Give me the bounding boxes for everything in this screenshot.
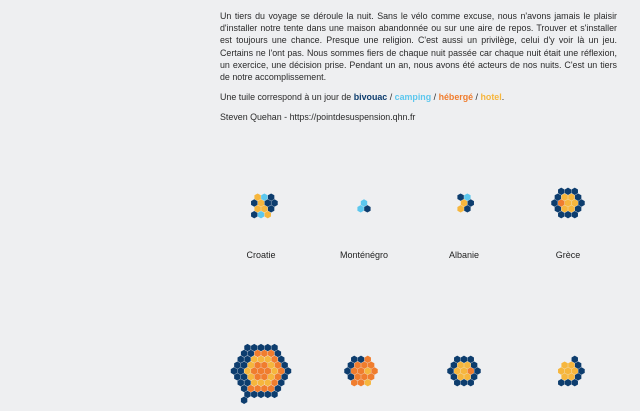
tile-heberge <box>368 373 374 380</box>
tile-bivouac <box>474 367 480 374</box>
tile-bivouac <box>351 356 357 363</box>
tile-bivouac <box>238 379 244 386</box>
tile-heberge <box>354 361 360 368</box>
tile-hotel <box>268 361 274 368</box>
tile-bivouac <box>275 385 281 392</box>
tile-heberge <box>268 385 274 392</box>
tile-hotel <box>572 367 578 374</box>
tile-hotel <box>572 199 578 206</box>
tile-hotel <box>457 361 463 368</box>
country-label: Croatie <box>246 250 276 260</box>
tile-bivouac <box>265 344 271 351</box>
tile-bivouac <box>241 361 247 368</box>
credit-line[interactable]: Steven Quehan - https://pointdesuspension.qhn.fr <box>220 112 416 123</box>
legend-separator: / <box>473 92 481 103</box>
tile-bivouac <box>461 356 467 363</box>
tile-bivouac <box>248 350 254 357</box>
tile-heberge <box>248 385 254 392</box>
tile-heberge <box>261 361 267 368</box>
tile-bivouac <box>244 379 250 386</box>
tile-hotel <box>454 367 460 374</box>
tile-bivouac <box>241 385 247 392</box>
tile-bivouac <box>278 379 284 386</box>
tile-bivouac <box>551 199 557 206</box>
tile-heberge <box>351 367 357 374</box>
tile-bivouac <box>558 211 564 218</box>
tile-hotel <box>265 356 271 363</box>
tile-bivouac <box>572 356 578 363</box>
tile-bivouac <box>258 344 264 351</box>
tile-bivouac <box>578 367 584 374</box>
tile-hotel <box>464 373 470 380</box>
tile-bivouac <box>231 367 237 374</box>
tile-heberge <box>358 367 364 374</box>
tile-hotel <box>265 211 271 218</box>
tile-bivouac <box>575 193 581 200</box>
tile-bivouac <box>244 356 250 363</box>
tile-camping <box>464 193 470 200</box>
tile-bivouac <box>558 379 564 386</box>
tile-hotel <box>244 367 250 374</box>
tile-heberge <box>271 379 277 386</box>
tile-bivouac <box>244 344 250 351</box>
tile-heberge <box>271 356 277 363</box>
tile-hotel <box>365 379 371 386</box>
tile-bivouac <box>265 199 271 206</box>
tile-heberge <box>558 199 564 206</box>
tile-bivouac <box>565 188 571 195</box>
tile-bivouac <box>241 373 247 380</box>
tile-hotel <box>248 373 254 380</box>
tile-bivouac <box>461 379 467 386</box>
tile-bivouac <box>251 344 257 351</box>
tile-hotel <box>258 199 264 206</box>
tile-bivouac <box>471 361 477 368</box>
tile-heberge <box>278 367 284 374</box>
tile-heberge <box>261 373 267 380</box>
tile-bivouac <box>271 344 277 351</box>
tile-bivouac <box>271 199 277 206</box>
tile-bivouac <box>238 356 244 363</box>
tile-heberge <box>258 367 264 374</box>
tile-camping <box>357 205 363 212</box>
tile-bivouac <box>278 356 284 363</box>
tile-bivouac <box>348 361 354 368</box>
tile-bivouac <box>558 188 564 195</box>
tile-heberge <box>254 361 260 368</box>
tile-bivouac <box>285 367 291 374</box>
tile-hotel <box>461 367 467 374</box>
legend-bivouac: bivouac <box>353 92 388 103</box>
tile-hotel <box>561 205 567 212</box>
tile-bivouac <box>464 205 470 212</box>
tile-bivouac <box>238 367 244 374</box>
tile-cluster-3[interactable] <box>424 163 504 243</box>
tile-heberge <box>351 379 357 386</box>
tile-bivouac <box>271 391 277 398</box>
tile-hotel <box>271 367 277 374</box>
tile-bivouac <box>251 391 257 398</box>
tile-camping <box>261 193 267 200</box>
legend-suffix: . <box>501 92 505 103</box>
tile-hotel <box>258 379 264 386</box>
tile-cluster-2[interactable] <box>324 163 404 243</box>
tile-bivouac <box>471 373 477 380</box>
tile-hotel <box>457 373 463 380</box>
tile-hotel <box>561 373 567 380</box>
tile-heberge <box>254 373 260 380</box>
country-label: Grèce <box>555 250 581 260</box>
tile-hotel <box>565 367 571 374</box>
tile-cluster-5[interactable] <box>221 331 301 411</box>
tile-hotel <box>565 199 571 206</box>
tile-hotel <box>568 193 574 200</box>
tile-hotel <box>261 205 267 212</box>
tile-heberge <box>365 356 371 363</box>
tile-bivouac <box>565 211 571 218</box>
tile-bivouac <box>454 379 460 386</box>
tile-bivouac <box>575 361 581 368</box>
tile-hotel <box>254 205 260 212</box>
legend-separator: / <box>431 92 439 103</box>
tile-hotel <box>568 373 574 380</box>
tile-bivouac <box>268 205 274 212</box>
tile-bivouac <box>244 391 250 398</box>
tile-bivouac <box>454 356 460 363</box>
tile-cluster-6[interactable] <box>321 331 401 411</box>
tile-bivouac <box>447 367 453 374</box>
tile-bivouac <box>344 367 350 374</box>
tile-bivouac <box>451 373 457 380</box>
tile-heberge <box>254 350 260 357</box>
tile-heberge <box>361 361 367 368</box>
tile-cluster-1[interactable] <box>221 163 301 243</box>
tile-heberge <box>275 361 281 368</box>
tile-heberge <box>371 367 377 374</box>
tile-hotel <box>365 367 371 374</box>
tile-heberge <box>368 361 374 368</box>
tile-bivouac <box>565 379 571 386</box>
tile-bivouac <box>468 199 474 206</box>
tile-bivouac <box>572 211 578 218</box>
tile-heberge <box>254 385 260 392</box>
legend-camping: camping <box>394 92 432 103</box>
tile-hotel <box>265 379 271 386</box>
tile-hotel <box>268 373 274 380</box>
tile-bivouac <box>358 356 364 363</box>
tile-hotel <box>258 356 264 363</box>
tile-heberge <box>358 379 364 386</box>
tile-bivouac <box>468 356 474 363</box>
tile-bivouac <box>578 199 584 206</box>
tile-heberge <box>361 373 367 380</box>
tile-bivouac <box>451 361 457 368</box>
tile-heberge <box>468 367 474 374</box>
country-label: Monténégro <box>339 250 389 260</box>
tile-bivouac <box>265 391 271 398</box>
tile-bivouac <box>572 379 578 386</box>
tile-hotel <box>457 205 463 212</box>
tile-heberge <box>275 373 281 380</box>
tile-camping <box>361 199 367 206</box>
tile-bivouac <box>468 379 474 386</box>
tile-heberge <box>268 350 274 357</box>
tile-hotel <box>568 205 574 212</box>
tile-bivouac <box>572 188 578 195</box>
legend-hotel: hotel <box>480 92 502 103</box>
tile-hotel <box>561 361 567 368</box>
tile-heberge <box>251 367 257 374</box>
intro-text <box>220 10 617 132</box>
tile-bivouac <box>555 193 561 200</box>
tile-bivouac <box>575 373 581 380</box>
tile-hotel <box>464 361 470 368</box>
tile-bivouac <box>234 361 240 368</box>
tile-bivouac <box>348 373 354 380</box>
tile-hotel <box>561 193 567 200</box>
tile-bivouac <box>258 391 264 398</box>
tile-camping <box>258 211 264 218</box>
tile-bivouac <box>268 193 274 200</box>
tile-bivouac <box>364 205 370 212</box>
tile-heberge <box>261 350 267 357</box>
intro-paragraph: Un tiers du voyage se déroule la nuit. Sans le vélo comme excuse, nous n'avons jamais le plaisir d'installer notre tente dans une maison abandonnée ou sur une aire de repos. Trouver et s'installer est toujours une chance. Presque une religion. C'est aussi un privilège, celui d'y voir là un jeu. Certains ne l'ont pas. Nous sommes fiers de chaque nuit passée car chaque nuit était une réflexion, un exercice, une décision prise. Pendant un an, nous avons été acteurs de nos nuits. C'est un tiers de notre accomplissement. <box>220 11 617 83</box>
tile-bivouac <box>251 199 257 206</box>
tile-heberge <box>261 385 267 392</box>
tile-legend <box>220 91 617 103</box>
tile-bivouac <box>555 205 561 212</box>
tile-hotel <box>568 361 574 368</box>
tile-hotel <box>254 193 260 200</box>
legend-separator: / <box>387 92 395 103</box>
tile-bivouac <box>241 397 247 404</box>
tile-bivouac <box>281 373 287 380</box>
legend-prefix: Une tuile correspond à un jour de <box>220 92 354 103</box>
tile-cluster-7[interactable] <box>424 331 504 411</box>
tile-heberge <box>265 367 271 374</box>
tile-bivouac <box>457 193 463 200</box>
tile-hotel <box>251 356 257 363</box>
tile-bivouac <box>251 211 257 218</box>
tile-bivouac <box>281 361 287 368</box>
tile-cluster-4[interactable] <box>528 163 608 243</box>
tile-hotel <box>248 361 254 368</box>
tile-bivouac <box>234 373 240 380</box>
tile-hotel <box>251 379 257 386</box>
country-label: Albanie <box>448 250 480 260</box>
tile-cluster-8[interactable] <box>528 331 608 411</box>
tile-bivouac <box>575 205 581 212</box>
tile-bivouac <box>241 350 247 357</box>
legend-heberge: hébergé <box>438 92 474 103</box>
tile-hotel <box>558 367 564 374</box>
tile-bivouac <box>275 350 281 357</box>
tile-hotel <box>461 199 467 206</box>
tile-heberge <box>354 373 360 380</box>
